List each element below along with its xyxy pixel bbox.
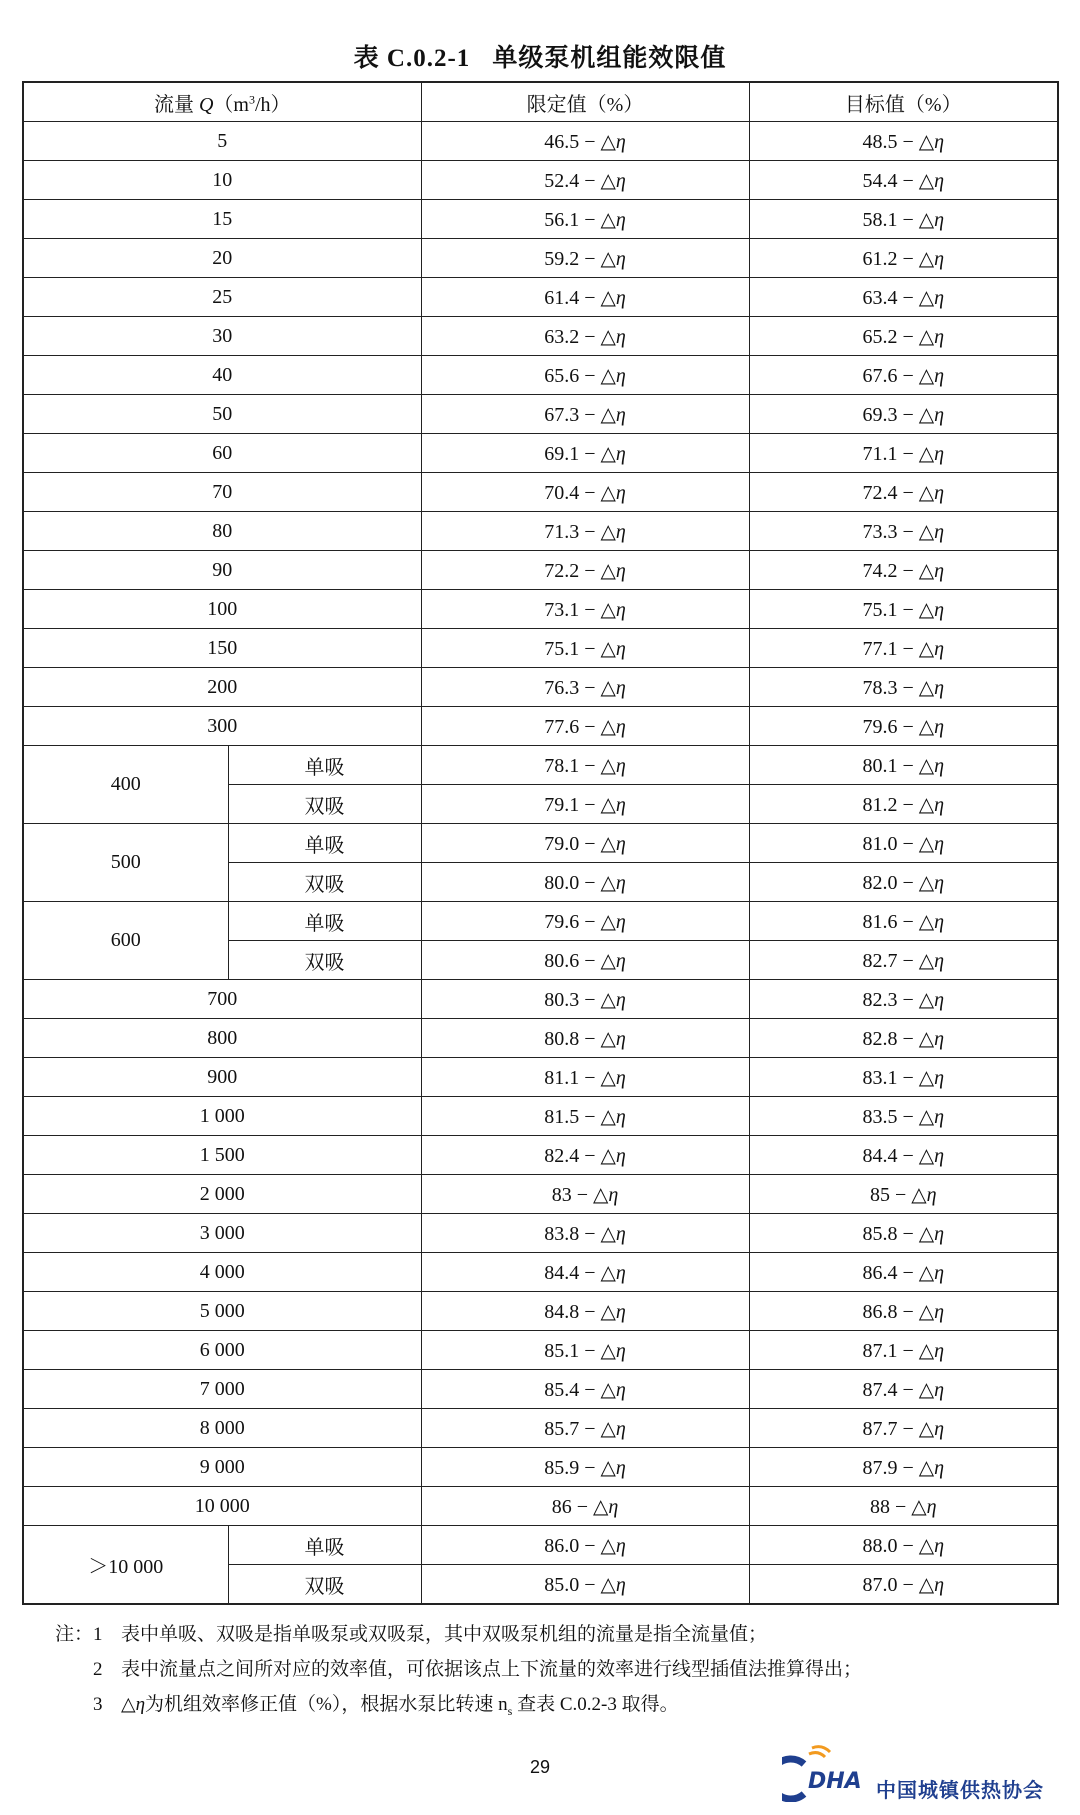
limit-cell-value: 61.4: [544, 286, 580, 309]
limit-cell-value: 75.1: [544, 637, 580, 660]
limit-cell-value: 79.0: [544, 832, 580, 855]
target-cell-value: 48.5: [862, 130, 898, 153]
target-cell: 58.1 − △η: [749, 200, 1058, 239]
target-cell-value: 88: [869, 1495, 890, 1518]
target-cell-value: 78.3: [862, 676, 898, 699]
table-row: [23, 278, 1058, 317]
suction-type-cell: 单吸: [228, 746, 421, 785]
limit-cell-value: 79.1: [544, 793, 580, 816]
table-row: [23, 746, 1058, 785]
flow-cell: 100: [23, 590, 421, 629]
target-cell: 79.6 − △η: [749, 707, 1058, 746]
target-cell: 67.6 − △η: [749, 356, 1058, 395]
target-cell: 84.4 − △η: [749, 1136, 1058, 1175]
target-cell: 81.6 − △η: [749, 902, 1058, 941]
limit-cell: 78.1 − △η: [421, 746, 749, 785]
limit-cell: 80.6 − △η: [421, 941, 749, 980]
target-cell-value: 82.7: [862, 949, 898, 972]
logo-c-mark: [782, 1759, 804, 1799]
flow-cell: 10: [23, 161, 421, 200]
limit-cell-value: 83.8: [544, 1222, 580, 1245]
suction-type-cell: 双吸: [228, 863, 421, 902]
target-cell: 82.0 − △η: [749, 863, 1058, 902]
target-cell-value: 77.1: [862, 637, 898, 660]
flow-cell: 9 000: [23, 1448, 421, 1487]
limit-cell: 75.1 − △η: [421, 629, 749, 668]
table-number: 表 C.0.2-1: [353, 45, 471, 72]
limit-cell: 72.2 − △η: [421, 551, 749, 590]
flow-cell: 15: [23, 200, 421, 239]
target-cell: 83.1 − △η: [749, 1058, 1058, 1097]
flow-cell: 150: [23, 629, 421, 668]
limit-cell: 86.0 − △η: [421, 1526, 749, 1565]
limit-cell-value: 70.4: [544, 481, 580, 504]
target-cell-value: 72.4: [862, 481, 898, 504]
limit-cell-value: 72.2: [544, 559, 580, 582]
limit-cell: 69.1 − △η: [421, 434, 749, 473]
flow-cell: 3 000: [23, 1214, 421, 1253]
flow-cell: 700: [23, 980, 421, 1019]
flow-cell: 10 000: [23, 1487, 421, 1526]
limit-cell: 56.1 − △η: [421, 200, 749, 239]
target-cell: 87.7 − △η: [749, 1409, 1058, 1448]
table-row: [23, 200, 1058, 239]
table-row: [23, 824, 1058, 863]
limit-cell: 85.9 − △η: [421, 1448, 749, 1487]
flow-cell: 900: [23, 1058, 421, 1097]
target-cell-value: 73.3: [862, 520, 898, 543]
flow-cell: 2 000: [23, 1175, 421, 1214]
limit-cell: 85.0 − △η: [421, 1565, 749, 1605]
suction-type-cell: 双吸: [228, 785, 421, 824]
header-limit: 限定值（%）: [421, 82, 749, 122]
flow-cell: 6 000: [23, 1331, 421, 1370]
flow-cell: 80: [23, 512, 421, 551]
target-cell-value: 80.1: [862, 754, 898, 777]
limit-cell: 77.6 − △η: [421, 707, 749, 746]
target-cell-value: 87.0: [862, 1573, 898, 1596]
limit-cell-value: 85.7: [544, 1417, 580, 1440]
limit-cell: 65.6 − △η: [421, 356, 749, 395]
limit-cell-value: 81.5: [544, 1105, 580, 1128]
limit-cell-value: 65.6: [544, 364, 580, 387]
limit-cell-value: 59.2: [544, 247, 580, 270]
limit-cell: 63.2 − △η: [421, 317, 749, 356]
table-row: [23, 1292, 1058, 1331]
limit-cell: 52.4 − △η: [421, 161, 749, 200]
limit-cell-value: 76.3: [544, 676, 580, 699]
limit-cell: 79.1 − △η: [421, 785, 749, 824]
page-number: 29: [529, 1757, 551, 1777]
limit-cell-value: 80.8: [544, 1027, 580, 1050]
table-row: [23, 1331, 1058, 1370]
limit-cell-value: 63.2: [544, 325, 580, 348]
target-cell-value: 81.0: [862, 832, 898, 855]
limit-cell: 59.2 − △η: [421, 239, 749, 278]
target-cell: 61.2 − △η: [749, 239, 1058, 278]
target-cell: 69.3 − △η: [749, 395, 1058, 434]
efficiency-table: [22, 81, 1059, 1605]
limit-cell: 70.4 − △η: [421, 473, 749, 512]
limit-cell: 79.0 − △η: [421, 824, 749, 863]
limit-cell: 84.4 − △η: [421, 1253, 749, 1292]
limit-cell: 85.1 − △η: [421, 1331, 749, 1370]
logo-dha-text: DHA: [808, 1769, 862, 1794]
flow-cell: 500: [23, 824, 228, 902]
table-row: [23, 590, 1058, 629]
table-row: [23, 1409, 1058, 1448]
limit-cell: 83.8 − △η: [421, 1214, 749, 1253]
limit-cell-value: 52.4: [544, 169, 580, 192]
target-cell-value: 74.2: [862, 559, 898, 582]
limit-cell-value: 46.5: [544, 130, 580, 153]
limit-cell-value: 81.1: [544, 1066, 580, 1089]
table-row: [23, 1253, 1058, 1292]
table-row: [23, 122, 1058, 161]
limit-cell: 84.8 − △η: [421, 1292, 749, 1331]
flow-cell: 4 000: [23, 1253, 421, 1292]
note-1: 注： 1 表中单吸、双吸是指单吸泵或双吸泵，其中双吸泵机组的流量是指全流量值；: [55, 1624, 768, 1645]
header-flow: 流量 $Q(m^3/h)$: [23, 82, 421, 122]
limit-cell: 85.4 − △η: [421, 1370, 749, 1409]
target-cell-value: 84.4: [862, 1144, 898, 1167]
target-cell-value: 86.8: [862, 1300, 898, 1323]
target-cell: 73.3 − △η: [749, 512, 1058, 551]
target-cell-value: 71.1: [862, 442, 898, 465]
limit-cell-value: 85.1: [544, 1339, 580, 1362]
table-row: [23, 980, 1058, 1019]
target-cell: 86.4 − △η: [749, 1253, 1058, 1292]
target-cell-value: 58.1: [862, 208, 898, 231]
limit-cell: 83 − △η: [421, 1175, 749, 1214]
target-cell-value: 87.4: [862, 1378, 898, 1401]
limit-cell-value: 84.4: [544, 1261, 580, 1284]
table-row: [23, 1214, 1058, 1253]
flow-cell: 25: [23, 278, 421, 317]
target-cell: 74.2 − △η: [749, 551, 1058, 590]
limit-cell: 71.3 − △η: [421, 512, 749, 551]
flow-cell: 200: [23, 668, 421, 707]
target-cell: 82.7 − △η: [749, 941, 1058, 980]
target-cell-value: 79.6: [862, 715, 898, 738]
header-target: 目标值（%）: [749, 82, 1058, 122]
limit-cell-value: 83: [551, 1183, 572, 1206]
target-cell: 85 − △η: [749, 1175, 1058, 1214]
target-cell-value: 87.7: [862, 1417, 898, 1440]
flow-cell: 50: [23, 395, 421, 434]
limit-cell-value: 67.3: [544, 403, 580, 426]
target-cell: 88.0 − △η: [749, 1526, 1058, 1565]
flow-cell: 600: [23, 902, 228, 980]
target-cell-value: 69.3: [862, 403, 898, 426]
limit-cell: 80.8 − △η: [421, 1019, 749, 1058]
table-caption: 单级泵机组能效限值: [492, 45, 727, 72]
table-title: [0, 38, 1080, 74]
limit-cell: 73.1 − △η: [421, 590, 749, 629]
limit-cell-value: 85.0: [544, 1573, 580, 1596]
flow-cell: ＞10 000: [23, 1526, 228, 1605]
flow-cell: 1 000: [23, 1097, 421, 1136]
target-cell-value: 82.0: [862, 871, 898, 894]
table-row: [23, 1136, 1058, 1175]
target-cell-value: 65.2: [862, 325, 898, 348]
target-cell-value: 63.4: [862, 286, 898, 309]
target-cell-value: 54.4: [862, 169, 898, 192]
target-cell: 87.9 − △η: [749, 1448, 1058, 1487]
target-cell: 81.2 − △η: [749, 785, 1058, 824]
target-cell: 86.8 − △η: [749, 1292, 1058, 1331]
flow-cell: 70: [23, 473, 421, 512]
table-row: [23, 1526, 1058, 1565]
limit-cell: 76.3 − △η: [421, 668, 749, 707]
limit-cell-value: 84.8: [544, 1300, 580, 1323]
table-row: [23, 356, 1058, 395]
target-cell-value: 83.1: [862, 1066, 898, 1089]
table-row: [23, 1097, 1058, 1136]
limit-cell: 85.7 − △η: [421, 1409, 749, 1448]
table-row: [23, 512, 1058, 551]
target-cell: 85.8 − △η: [749, 1214, 1058, 1253]
logo-org-name: 中国城镇供热协会: [876, 1778, 1044, 1802]
flow-cell: 5: [23, 122, 421, 161]
limit-cell-value: 80.6: [544, 949, 580, 972]
flow-cell: 8 000: [23, 1409, 421, 1448]
target-cell-value: 61.2: [862, 247, 898, 270]
target-cell: 78.3 − △η: [749, 668, 1058, 707]
suction-type-cell: 双吸: [228, 1565, 421, 1605]
target-cell-value: 87.1: [862, 1339, 898, 1362]
target-cell: 48.5 − △η: [749, 122, 1058, 161]
table-row: [23, 1019, 1058, 1058]
limit-cell: 86 − △η: [421, 1487, 749, 1526]
target-cell: 80.1 − △η: [749, 746, 1058, 785]
suction-type-cell: 单吸: [228, 824, 421, 863]
limit-cell-value: 56.1: [544, 208, 580, 231]
target-cell-value: 81.2: [862, 793, 898, 816]
table-row: [23, 668, 1058, 707]
logo-wave-2: [809, 1753, 825, 1757]
flow-cell: 800: [23, 1019, 421, 1058]
table-row: [23, 707, 1058, 746]
target-cell: 81.0 − △η: [749, 824, 1058, 863]
target-cell: 87.0 − △η: [749, 1565, 1058, 1605]
target-cell-value: 83.5: [862, 1105, 898, 1128]
target-cell: 87.1 − △η: [749, 1331, 1058, 1370]
note-3: 3 △η为机组效率修正值（%），根据水泵比转速 $n_s$ 查表 C.0.2-3 取得。: [93, 1694, 679, 1718]
table-row: [23, 1448, 1058, 1487]
note-2: 2 表中流量点之间所对应的效率值，可依据该点上下流量的效率进行线型插值法推算得出；: [93, 1659, 863, 1680]
limit-cell-value: 86: [551, 1495, 572, 1518]
limit-cell: 67.3 − △η: [421, 395, 749, 434]
table-row: [23, 551, 1058, 590]
limit-cell: 80.3 − △η: [421, 980, 749, 1019]
target-cell-value: 67.6: [862, 364, 898, 387]
target-cell: 77.1 − △η: [749, 629, 1058, 668]
table-row: [23, 629, 1058, 668]
limit-cell-value: 71.3: [544, 520, 580, 543]
target-cell-value: 81.6: [862, 910, 898, 933]
flow-cell: 60: [23, 434, 421, 473]
target-cell-value: 82.3: [862, 988, 898, 1011]
limit-cell-value: 79.6: [544, 910, 580, 933]
limit-cell-value: 77.6: [544, 715, 580, 738]
target-cell: 63.4 − △η: [749, 278, 1058, 317]
table-row: [23, 395, 1058, 434]
target-cell: 83.5 − △η: [749, 1097, 1058, 1136]
limit-cell-value: 82.4: [544, 1144, 580, 1167]
flow-cell: 400: [23, 746, 228, 824]
flow-cell: 20: [23, 239, 421, 278]
limit-cell-value: 69.1: [544, 442, 580, 465]
suction-type-cell: 单吸: [228, 902, 421, 941]
limit-cell-value: 86.0: [544, 1534, 580, 1557]
target-cell: 82.3 − △η: [749, 980, 1058, 1019]
table-row: [23, 1058, 1058, 1097]
flow-cell: 5 000: [23, 1292, 421, 1331]
target-cell: 75.1 − △η: [749, 590, 1058, 629]
table-row: [23, 317, 1058, 356]
target-cell-value: 75.1: [862, 598, 898, 621]
target-cell: 82.8 − △η: [749, 1019, 1058, 1058]
limit-cell: 80.0 − △η: [421, 863, 749, 902]
target-cell-value: 86.4: [862, 1261, 898, 1284]
limit-cell: 46.5 − △η: [421, 122, 749, 161]
flow-cell: 7 000: [23, 1370, 421, 1409]
target-cell: 88 − △η: [749, 1487, 1058, 1526]
flow-cell: 40: [23, 356, 421, 395]
target-cell: 71.1 − △η: [749, 434, 1058, 473]
limit-cell-value: 78.1: [544, 754, 580, 777]
limit-cell: 81.1 − △η: [421, 1058, 749, 1097]
flow-cell: 30: [23, 317, 421, 356]
limit-cell-value: 80.0: [544, 871, 580, 894]
target-cell: 87.4 − △η: [749, 1370, 1058, 1409]
table-row: [23, 1175, 1058, 1214]
table-row: [23, 473, 1058, 512]
limit-cell: 79.6 − △η: [421, 902, 749, 941]
target-cell-value: 87.9: [862, 1456, 898, 1479]
table-notes: [55, 1617, 862, 1729]
limit-cell: 61.4 − △η: [421, 278, 749, 317]
suction-type-cell: 单吸: [228, 1526, 421, 1565]
table-row: [23, 434, 1058, 473]
flow-cell: 300: [23, 707, 421, 746]
limit-cell-value: 73.1: [544, 598, 580, 621]
target-cell-value: 82.8: [862, 1027, 898, 1050]
table-row: [23, 902, 1058, 941]
flow-cell: 90: [23, 551, 421, 590]
target-cell-value: 85.8: [862, 1222, 898, 1245]
table-row: [23, 239, 1058, 278]
table-row: [23, 1370, 1058, 1409]
flow-cell: 1 500: [23, 1136, 421, 1175]
table-header-row: [23, 82, 1058, 122]
target-cell: 54.4 − △η: [749, 161, 1058, 200]
limit-cell-value: 85.9: [544, 1456, 580, 1479]
target-cell-value: 88.0: [862, 1534, 898, 1557]
limit-cell-value: 80.3: [544, 988, 580, 1011]
table-row: [23, 1487, 1058, 1526]
suction-type-cell: 双吸: [228, 941, 421, 980]
target-cell-value: 85: [869, 1183, 890, 1206]
table-row: [23, 161, 1058, 200]
target-cell: 72.4 − △η: [749, 473, 1058, 512]
limit-cell: 82.4 − △η: [421, 1136, 749, 1175]
limit-cell: 81.5 − △η: [421, 1097, 749, 1136]
limit-cell-value: 85.4: [544, 1378, 580, 1401]
target-cell: 65.2 − △η: [749, 317, 1058, 356]
